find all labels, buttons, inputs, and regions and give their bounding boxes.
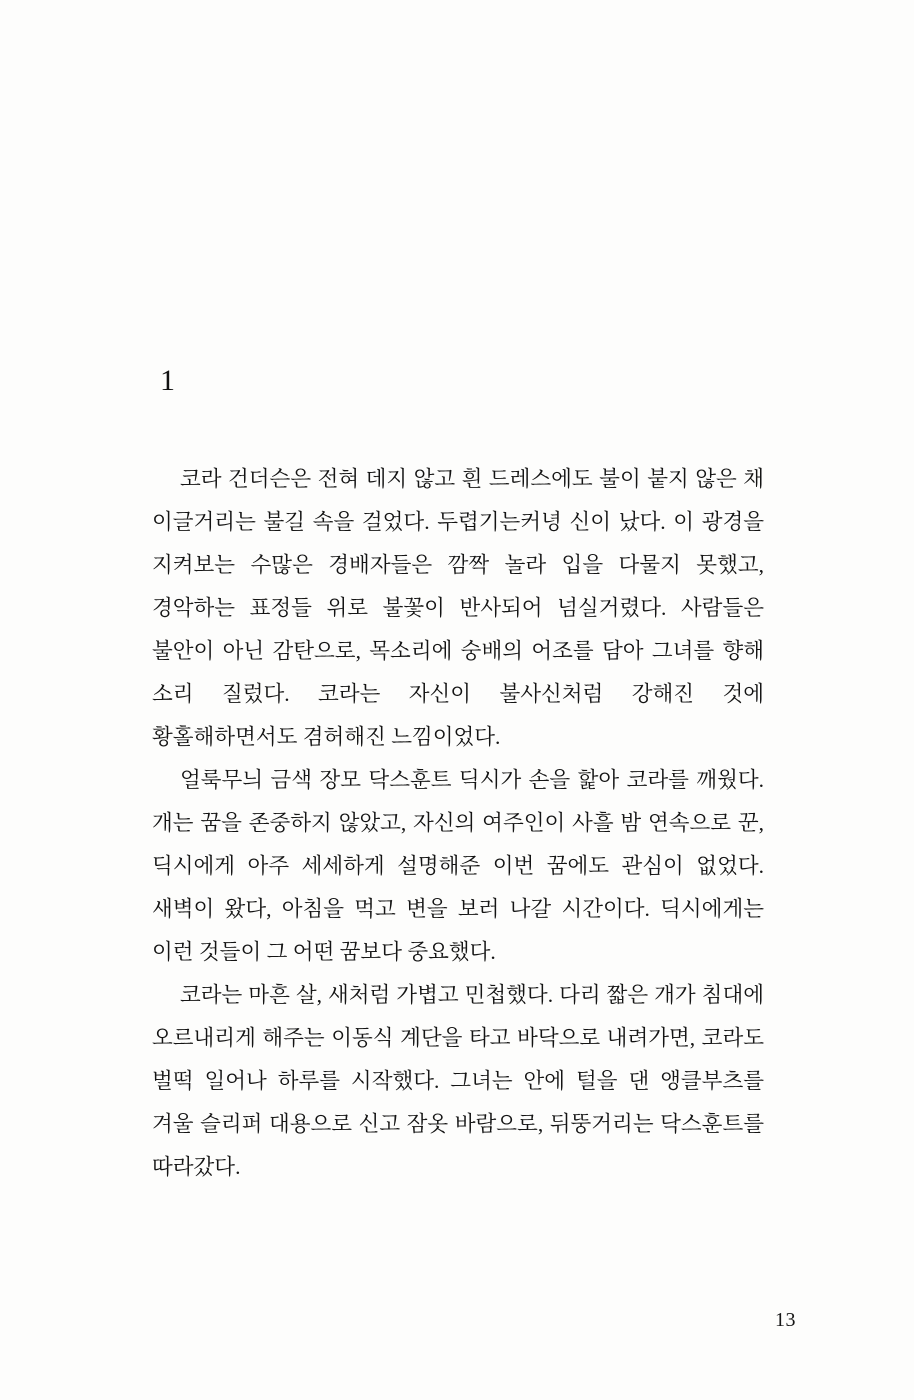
chapter-number: 1 bbox=[160, 364, 176, 397]
page-text-block bbox=[152, 366, 764, 1189]
body-paragraph: 코라 건더슨은 전혀 데지 않고 흰 드레스에도 불이 붙지 않은 채 이글거리는 불길 속을 걸었다. 두렵기는커녕 신이 났다. 이 광경을 지켜보는 수많은 경배자들은 깜짝 놀라 입을 다물지 못했고, 경악하는 표정들 위로 불꽃이 반사되어 넘실거렸다. 사람들은 불안이 아닌 감탄으로, 목소리에 숭배의 어조를 담아 그녀를 향해 소리 질렀다. 코라는 자신이 불사신처럼 강해진 것에 황홀해하면서도 겸허해진 느낌이었다. bbox=[152, 467, 764, 749]
body-paragraph: 코라는 마흔 살, 새처럼 가볍고 민첩했다. 다리 짧은 개가 침대에 오르내리게 해주는 이동식 계단을 타고 바닥으로 내려가면, 코라도 벌떡 일어나 하루를 시작했다. 그녀는 안에 털을 댄 앵클부츠를 겨울 슬리퍼 대용으로 신고 잠옷 바람으로, 뒤뚱거리는 닥스훈트를 따라갔다. bbox=[152, 983, 764, 1179]
page-number: 13 bbox=[775, 1309, 796, 1331]
body-paragraph: 얼룩무늬 금색 장모 닥스훈트 딕시가 손을 핥아 코라를 깨웠다. 개는 꿈을 존중하지 않았고, 자신의 여주인이 사흘 밤 연속으로 꾼, 딕시에게 아주 세세하게 설명해준 이번 꿈에도 관심이 없었다. 새벽이 왔다, 아침을 먹고 변을 보러 나갈 시간이다. 딕시에게는 이런 것들이 그 어떤 꿈보다 중요했다. bbox=[152, 768, 764, 964]
